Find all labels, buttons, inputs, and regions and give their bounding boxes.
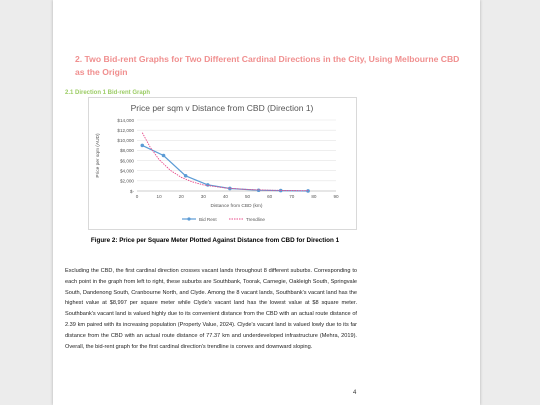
subsection-heading: 2.1 Direction 1 Bid-rent Graph — [65, 90, 151, 96]
section-heading: 2. Two Bid-rent Graphs for Two Different Cardinal Directions in the City, Using Melbourne CBD as the Origin — [75, 54, 460, 77]
x-tick-label: 20 — [178, 194, 184, 199]
x-tick-label: 30 — [200, 194, 206, 199]
x-tick-label: 40 — [222, 194, 229, 199]
chart-svg — [89, 98, 356, 229]
x-tick-label: 0 — [135, 194, 139, 199]
x-tick-label: 80 — [311, 194, 317, 199]
x-tick-label: 90 — [333, 194, 339, 199]
legend-marker-bid-rent — [187, 217, 190, 220]
legend-label-bid-rent: Bid Rent — [199, 216, 217, 222]
data-point — [140, 144, 144, 148]
y-tick-label: $12,000 — [117, 127, 134, 133]
y-tick-label: $10,000 — [117, 138, 134, 144]
y-tick-label: $4,000 — [119, 168, 134, 174]
body-paragraph: Excluding the CBD, the first cardinal direction crosses vacant lands throughout 8 different suburbs. Corresponding to each point in the graph from left to right, these suburbs are Southbank, Toorak, Carnegie, Oakleigh South, Springvale South, Dandenong South, Cranbourne North, and Clyde. Among the 8 vacant lands, Southbank's vacant land has the highest value at $8,997 per square meter while Clyde's vacant land has the lowest value at $8 square meter. Southbank's vacant land is valued highly due to its convenient distance from the CBD with an actual route distance of 2.39 km paired with its increasing population (Property Value, 2024). Clyde's vacant land is valued lowly due to its far distance from the CBD with an actual route distance of 77.37 km and underdeveloped infrastructure (Mehra, 2019). Overall, the bid-rent graph for the first cardinal direction's trendline is convex and downward sloping. — [65, 268, 357, 350]
data-point — [162, 154, 166, 158]
bid-rent-chart — [88, 97, 357, 230]
document-page — [53, 0, 480, 405]
chart-title: Price per sqm v Distance from CBD (Direction 1) — [130, 103, 314, 113]
data-point — [206, 183, 210, 187]
legend-label-trendline: Trendline — [246, 216, 265, 222]
y-tick-label: $6,000 — [119, 158, 134, 164]
x-tick-label: 10 — [156, 194, 162, 199]
trendline — [142, 133, 308, 191]
bid-rent-line — [142, 145, 308, 191]
x-tick-label: 70 — [289, 194, 295, 199]
y-tick-label: $8,000 — [119, 148, 134, 154]
y-tick-label: $2,000 — [119, 178, 134, 184]
x-tick-label: 60 — [267, 194, 273, 199]
y-tick-label: $- — [129, 188, 134, 194]
y-tick-label: $14,000 — [117, 117, 134, 123]
x-axis-label: Distance from CBD (km) — [210, 204, 263, 209]
data-point — [184, 174, 188, 178]
y-axis-label: Price per sqm (AUD) — [96, 133, 101, 178]
x-tick-label: 50 — [244, 194, 251, 199]
figure-caption: Figure 2: Price per Square Meter Plotted Against Distance from CBD for Direction 1 — [90, 237, 340, 244]
page-number: 4 — [353, 390, 357, 396]
